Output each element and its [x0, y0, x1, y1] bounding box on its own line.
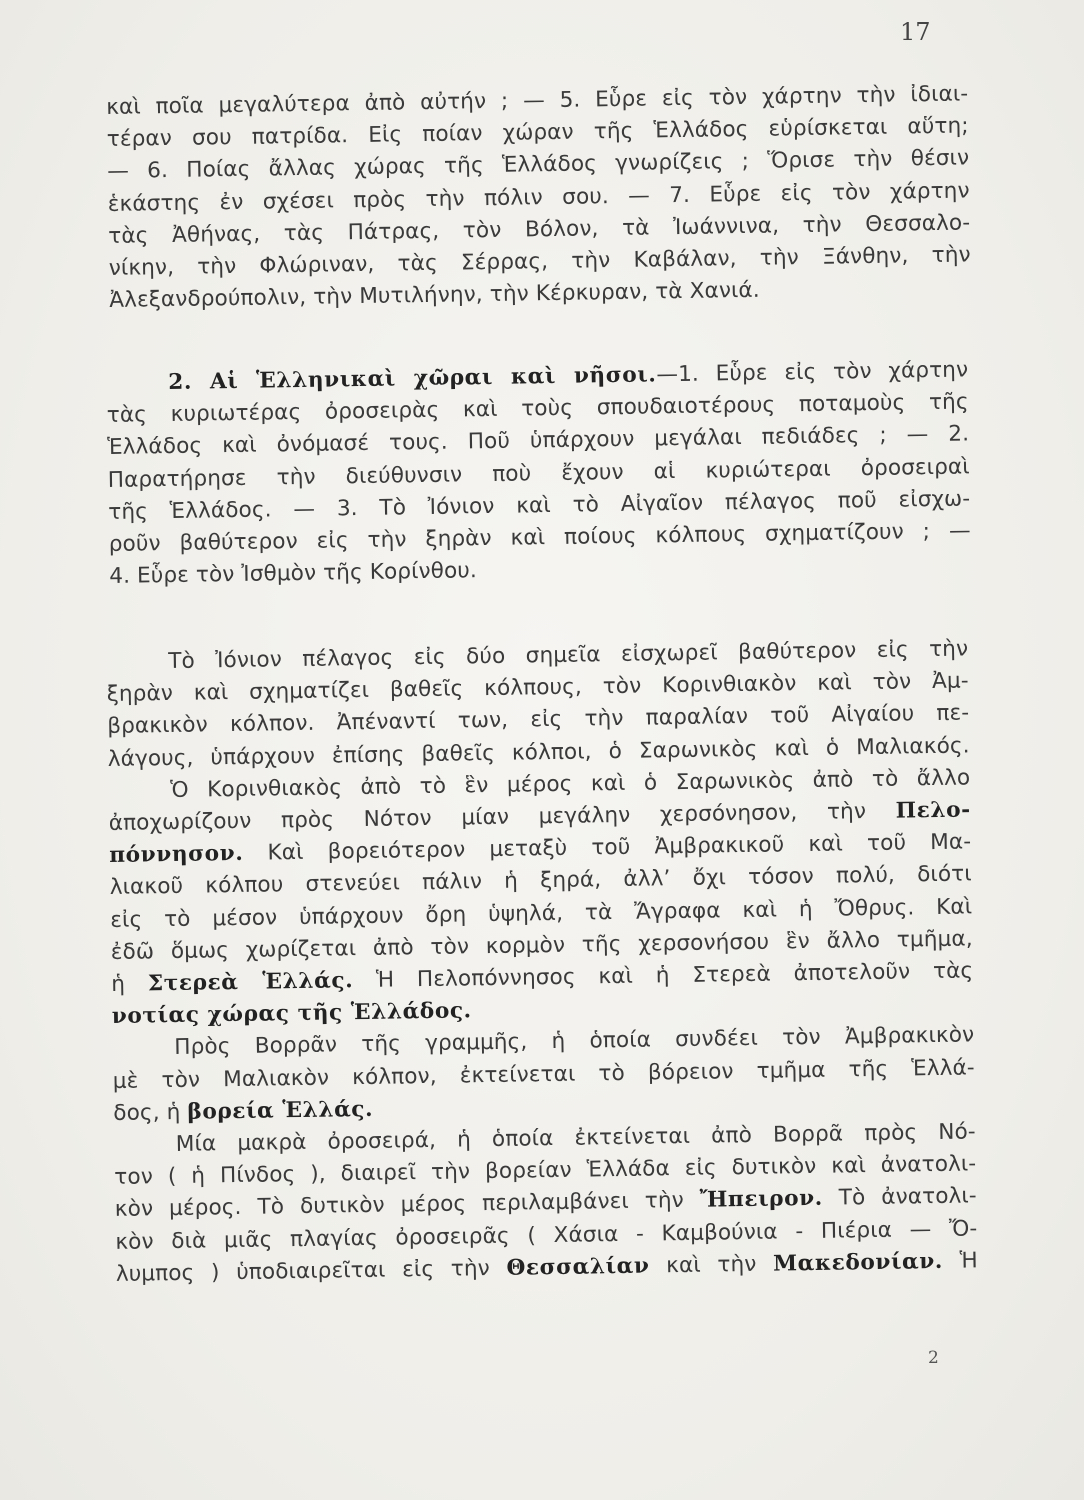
text-line: Ἀλεξανδρούπολιν, τὴν Μυτιλήνην, τὴν Κέρκυραν, τὰ Χανιά.: [109, 277, 760, 314]
bold-term: Πελο-: [895, 797, 971, 824]
text-fragment: ἡ: [111, 971, 126, 997]
bold-term: νοτίας χώρας τῆς Ἑλλάδος.: [111, 998, 472, 1030]
bold-term: Στερεὰ Ἑλλάς.: [147, 968, 354, 997]
text-fragment: λυμπος ) ὑποδιαιρεῖται εἰς τὴν: [115, 1255, 491, 1287]
page-number: 17: [900, 18, 931, 46]
bold-term: βορεία Ἑλλάς.: [187, 1096, 374, 1125]
text-line: τέραν σου πατρίδα. Εἰς ποίαν χώραν τῆς Ἑλλάδος εὑρίσκεται αὕτη;: [106, 113, 969, 153]
text-line: εἰς τὸ μέσον ὑπάρχουν ὄρη ὑψηλά, τὰ Ἄγραφα καὶ ἡ Ὄθρυς. Καὶ: [110, 894, 973, 933]
text-fragment: —1. Εὗρε εἰς τὸν χάρτην: [656, 357, 969, 388]
bold-term: Θεσσαλίαν: [506, 1253, 650, 1281]
text-line: Ἑλλάδος καὶ ὀνόμασέ τους. Ποῦ ὑπάρχουν μεγάλαι πεδιάδες ; — 2.: [107, 421, 970, 461]
text-fragment: Ἡ Πελοπόννησος καὶ ἡ Στερεὰ ἀποτελοῦν τὰς: [375, 958, 974, 993]
text-line: ροῦν βαθύτερον εἰς τὴν ξηρὰν καὶ ποίους κόλπους σχηματίζουν ; —: [108, 518, 971, 557]
text-line: 4. Εὗρε τὸν Ἰσθμὸν τῆς Κορίνθου.: [109, 558, 478, 590]
text-fragment: Τὸ ἀνατολι-: [838, 1183, 977, 1212]
text-line: τον ( ἡ Πίνδος ), διαιρεῖ τὴν βορείαν Ἑλλάδα εἰς δυτικὸν καὶ ἀνατολι-: [114, 1151, 977, 1191]
exercise-list-2: [106, 354, 971, 593]
bold-term: Μακεδονίαν.: [772, 1248, 944, 1277]
signature-mark: 2: [928, 1348, 939, 1368]
text-line: Ὁ Κορινθιακὸς ἀπὸ τὸ ἓν μέρος καὶ ὁ Σαρωνικὸς ἀπὸ τὸ ἄλλο: [170, 765, 971, 803]
text-line: λάγους, ὑπάρχουν ἐπίσης βαθεῖς κόλποι, ὁ Σαρωνικὸς καὶ ὁ Μαλιακός.: [107, 733, 970, 772]
text-line: — 6. Ποίας ἄλλας χώρας τῆς Ἑλλάδος γνωρίζεις ; Ὅρισε τὴν θέσιν: [107, 145, 970, 185]
text-line: καὶ ποῖα μεγαλύτερα ἀπὸ αὐτήν ; — 5. Εὗρε εἰς τὸν χάρτην τὴν ἰδιαι-: [106, 81, 969, 120]
text-fragment: ἀποχωρίζουν πρὸς Νότον μίαν μεγάλην χερσόνησον, τὴν: [108, 799, 867, 836]
text-line: λιακοῦ κόλπου στενεύει πάλιν ἡ ξηρά, ἀλλ’ ὄχι τόσον πολύ, διότι: [109, 861, 972, 901]
exercise-list-1: [106, 78, 971, 317]
text-fragment: κὸν μέρος. Τὸ δυτικὸν μέρος περιλαμβάνει τὴν: [114, 1188, 684, 1223]
bold-term: Ἤπειρον.: [699, 1186, 823, 1214]
text-line: Τὸ Ἰόνιον πέλαγος εἰς δύο σημεῖα εἰσχωρεῖ βαθύτερον εἰς τὴν: [168, 636, 969, 675]
text-line: ἐδῶ ὅμως χωρίζεται ἀπὸ τὸν κορμὸν τῆς χερσονήσου ἓν ἄλλο τμῆμα,: [110, 926, 973, 965]
text-line: Παρατήρησε τὴν διεύθυνσιν ποὺ ἔχουν αἱ κυριώτεραι ὀροσειραὶ: [107, 454, 970, 493]
text-line: νίκην, τὴν Φλώριναν, τὰς Σέρρας, τὴν Καβάλαν, τὴν Ξάνθην, τὴν: [108, 242, 971, 281]
text-line: ξηρὰν καὶ σχηματίζει βαθεῖς κόλπους, τὸν Κορινθιακὸν καὶ τὸν Ἀμ-: [106, 668, 969, 708]
body-text: [106, 633, 978, 1291]
text-fragment: Καὶ βορειότερον μεταξὺ τοῦ Ἀμβρακικοῦ καὶ τοῦ Μα-: [267, 829, 972, 866]
text-line: ἑκάστης ἐν σχέσει πρὸς τὴν πόλιν σου. — 7. Εὗρε εἰς τὸν χάρτην: [107, 178, 970, 217]
section-heading: 2. Αἱ Ἑλληνικαὶ χῶραι καὶ νῆσοι.: [168, 362, 657, 396]
bold-term: πόννησον.: [109, 841, 244, 869]
text-line: τὰς κυριωτέρας ὀροσειρὰς καὶ τοὺς σπουδαιοτέρους ποταμοὺς τῆς: [106, 389, 969, 429]
text-line: βρακικὸν κόλπον. Ἀπέναντί των, εἰς τὴν παραλίαν τοῦ Αἰγαίου πε-: [107, 700, 970, 740]
text-line: μὲ τὸν Μαλιακὸν κόλπον, ἐκτείνεται τὸ βόρειον τμῆμα τῆς Ἑλλά-: [112, 1055, 975, 1094]
text-line: κὸν διὰ μιᾶς πλαγίας ὀροσειρᾶς ( Χάσια - Καμβούνια - Πιέρια — Ὄ-: [115, 1216, 978, 1255]
text-fragment: καὶ τὴν: [665, 1251, 757, 1279]
text-line: Πρὸς Βορρᾶν τῆς γραμμῆς, ἡ ὁποία συνδέει τὸν Ἀμβρακικὸν: [174, 1022, 975, 1061]
text-line: Μία μακρὰ ὀροσειρά, ἡ ὁποία ἐκτείνεται ἀπὸ Βορρᾶ πρὸς Νό-: [175, 1119, 976, 1158]
text-line: τὰς Ἀθήνας, τὰς Πάτρας, τὸν Βόλον, τὰ Ἰωάννινα, τὴν Θεσσαλο-: [108, 210, 971, 249]
text-line: τῆς Ἑλλάδος. — 3. Τὸ Ἰόνιον καὶ τὸ Αἰγαῖον πέλαγος ποῦ εἰσχω-: [108, 486, 971, 525]
text-fragment: Ἡ: [959, 1248, 978, 1274]
text-fragment: δος, ἡ: [113, 1099, 181, 1126]
